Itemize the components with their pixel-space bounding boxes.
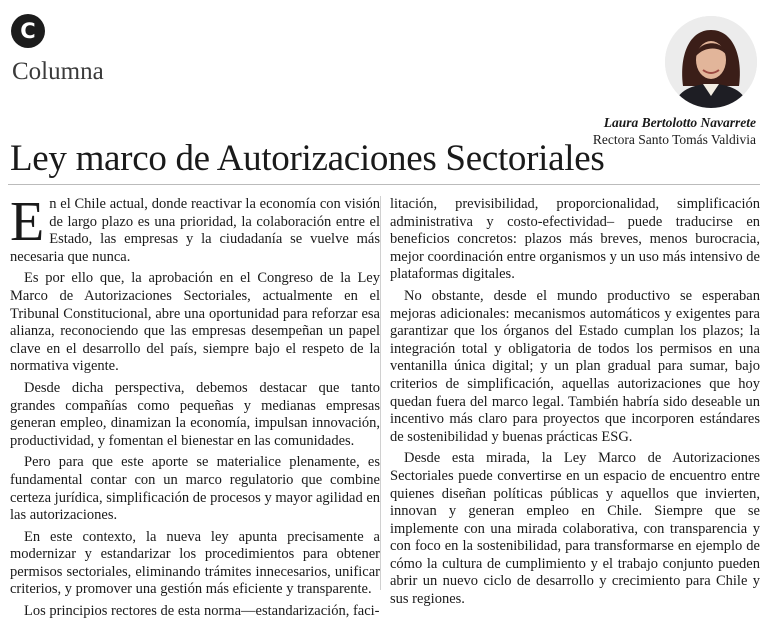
- author-role: Rectora Santo Tomás Valdivia: [592, 132, 756, 147]
- drop-cap: E: [10, 191, 45, 253]
- headline-rule: [8, 184, 760, 185]
- paragraph-1: [10, 191, 380, 266]
- paragraph-7: litación, previsibilidad, proporcionalidad, simplificación administrativa y costo-efectividad– puede traducirse en beneficios concretos: plazos más breves, menos burocracia, mejor coordinación entre organismos y un uso más intensivo de plataformas digitales.: [390, 196, 760, 283]
- author-portrait-icon: [665, 16, 757, 108]
- paragraph-4: Pero para que este aporte se materialice plenamente, es fundamental contar con un marco regulatorio que combine certeza jurídica, simplificación de procesos y mayor agilidad en las autorizaciones.: [10, 454, 381, 524]
- column-badge: C: [11, 14, 45, 48]
- author-photo: [665, 16, 757, 108]
- paragraph-6: Los principios rectores de esta norma—estandarización, faci-: [24, 603, 380, 620]
- article-headline: Ley marco de Autorizaciones Sectoriales: [10, 138, 605, 179]
- paragraph-2: Es por ello que, la aprobación en el Congreso de la Ley Marco de Autorizaciones Sectoriales, actualmente en el Tribunal Constitucional, abre una oportunidad para reforzar esa alianza, reconociendo que las empresas desempeñan un papel clave en el desarrollo del país, siempre bajo el respeto de la normativa vigente.: [10, 270, 380, 375]
- article-column-1: [10, 191, 381, 625]
- author-byline: [593, 114, 756, 148]
- paragraph-8: No obstante, desde el mundo productivo se esperaban mejoras adicionales: mecanismos automáticos y exigentes para garantizar que los órganos del Estado cumplan los plazos; la integración total y obligatoria de todos los permisos en una ventanilla única digital; y un plan gradual para sumar, bajo criterios de simplificación, aquellas autorizaciones que hoy quedan fuera del marco legal. También habría sido deseable un incentivo más claro para proyectos que incorporen estándares de sostenibilidad y buenas prácticas ESG.: [390, 287, 760, 445]
- paragraph-5: En este contexto, la nueva ley apunta precisamente a modernizar y estandarizar los procedimientos para obtener permisos sectoriales, eliminando trámites innecesarios, unificar criterios, y promover una gestión más eficiente y transparente.: [10, 528, 380, 598]
- column-divider: [380, 196, 381, 590]
- author-name: Laura Bertolotto Navarrete: [603, 115, 756, 130]
- article-column-2: [390, 196, 760, 613]
- paragraph-1-text: n el Chile actual, donde reactivar la economía con visión de largo plazo es una prioridad, la colaboración entre el Estado, las empresas y la ciudadanía se vuelve más necesaria que nunca.: [10, 196, 380, 265]
- paragraph-3: Desde dicha perspectiva, debemos destacar que tanto grandes compañías como pequeñas y medianas empresas generan empleo, dinamizan la economía, impulsan innovación, productividad, y fomentan el bienestar en las comunidades.: [10, 379, 380, 449]
- section-label: Columna: [12, 58, 104, 85]
- paragraph-9: Desde esta mirada, la Ley Marco de Autorizaciones Sectoriales puede convertirse en un espacio de encuentro entre quienes diseñan políticas públicas y aquellos que invierten, innovan y generan empleo en Chile. Siempre que se implemente con una mirada colaborativa, con transparencia y con foco en la sostenibilidad, para transformarse en ejemplo de cómo la cultura de cumplimiento y el trabajo conjunto pueden abrir un nuevo ciclo de desarrollo y crecimiento para Chile y sus regiones.: [390, 450, 760, 608]
